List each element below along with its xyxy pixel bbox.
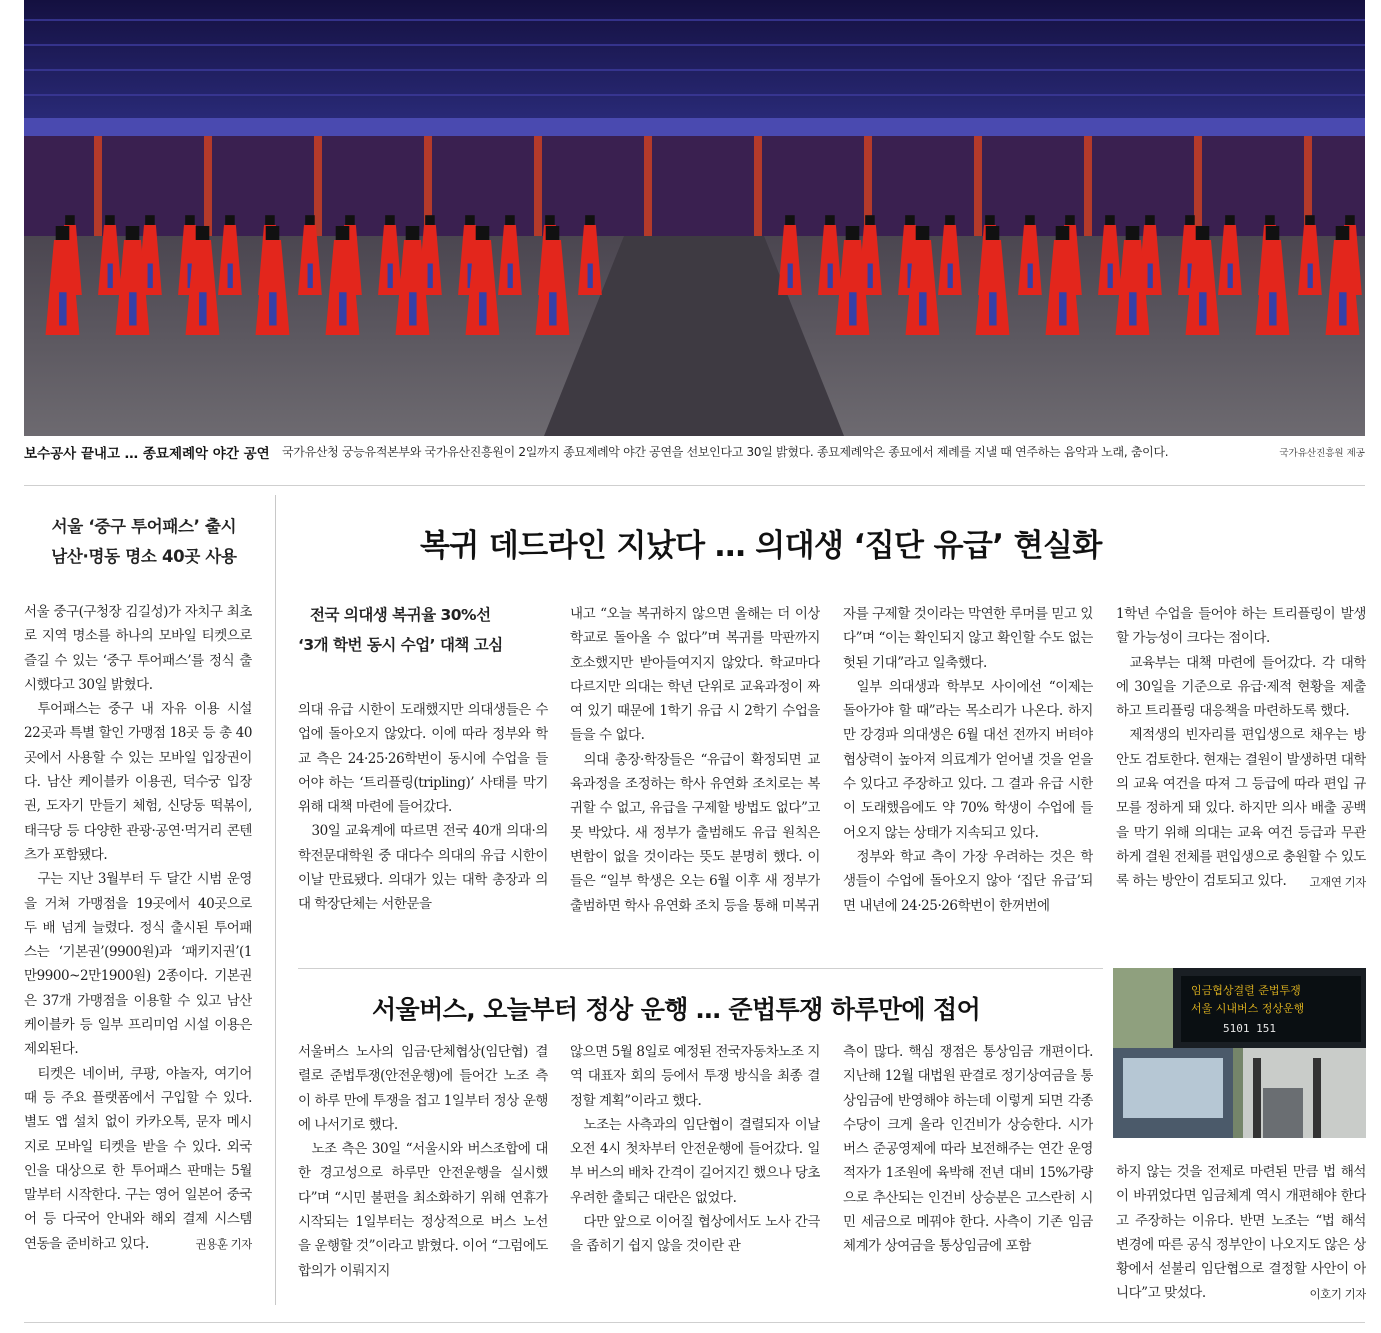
subhead-line1: 전국 의대생 복귀율 30%선 [310, 606, 491, 624]
dancer-panel [428, 264, 433, 289]
main-paragraph: 의대 유급 시한이 도래했지만 의대생들은 수업에 돌아오지 않았다. 이에 따라 정부와 학교 측은 24·25·26학번이 동시에 수업을 들어야 하는 ‘트리플링(tripling)’ 사태를 막기 위해 대책 마련에 들어갔다. [298, 702, 548, 816]
bus-paragraph: 서울버스 노사의 임금·단체협상(임단협) 결렬로 준법투쟁(안전운행)에 들어간 노조 측이 하루 만에 투쟁을 접고 1일부터 정상 운행에 나서기로 했다. [298, 1044, 548, 1133]
dancer-hat [865, 215, 875, 225]
dancer-panel [1339, 292, 1346, 325]
side-byline: 권용훈 기자 [195, 1237, 252, 1252]
dancer-hat [225, 215, 235, 225]
bus-paragraph: 않으면 5월 8일로 예정된 전국자동차노조 지역 대표자 회의 등에서 투쟁 방식을 최종 결정할 계획”이라고 했다. [570, 1044, 820, 1109]
bus-photo [1113, 968, 1366, 1138]
dancer-panel [228, 264, 233, 289]
dancer-hat [546, 226, 560, 240]
side-paragraph: 티켓은 네이버, 쿠팡, 야놀자, 여기어때 등 주요 플랫폼에서 구입할 수 있다. 별도 앱 설치 없이 카카오톡, 문자 메시지로 모바일 티켓을 받을 수 있다. 외국인을 대상으로 한 투어패스 판매는 5월 말부터 시작한다. 구는 영어 일본어 중국어 등 다국어 안내와 해외 결제 시스템 연동을 준비하고 있다. [24, 1065, 252, 1252]
dancer-panel [828, 264, 833, 289]
dancer-panel [409, 292, 416, 325]
dancer-hat [505, 215, 515, 225]
main-paragraph: 30일 교육계에 따르면 전국 40개 의대·의학전문대학원 중 대다수 의대의 유급 시한이 이날 만료됐다. 의대가 있는 대학 총장과 의대 학장단체는 서한문을 [298, 823, 548, 913]
performance-illustration [24, 0, 1365, 436]
dancer-hat [825, 215, 835, 225]
dancer-hat [406, 226, 420, 240]
dancer-hat [916, 226, 930, 240]
page-bottom-rule [24, 1322, 1365, 1323]
main-col-1 [298, 698, 548, 942]
dancer-hat [1105, 215, 1115, 225]
dancer-hat [465, 215, 475, 225]
dancer-panel [948, 264, 953, 289]
dancer-hat [1265, 215, 1275, 225]
dancer-panel [1129, 292, 1136, 325]
side-article-body [24, 600, 252, 1305]
dancer-hat [1266, 226, 1280, 240]
dancer-panel [1228, 264, 1233, 289]
caption-text: 국가유산청 궁능유적본부와 국가유산진흥원이 2일까지 종묘제례악 야간 공연을 선보인다고 30일 밝혔다. 종묘제례악은 종묘에서 제례를 지낼 때 연주하는 음악과 노래, 춤이다. [282, 445, 1169, 459]
sign-line: 임금협상결렬 준법투쟁 [1191, 984, 1301, 997]
main-paragraph: 정부와 학교 측이 가장 우려하는 것은 학생들이 수업에 돌아오지 않아 ‘집단 유급’되면 내년에 24·25·26학번이 한꺼번에 [843, 848, 1093, 914]
dancer-hat [56, 226, 70, 240]
bus-col-2 [570, 1040, 820, 1305]
side-headline-line1: 서울 ‘중구 투어패스’ 출시 [51, 517, 237, 536]
dancer-panel [339, 292, 346, 325]
dancer-panel [1148, 264, 1153, 289]
dancer-panel [108, 264, 113, 289]
main-paragraph: 자를 구제할 것이라는 막연한 루머를 믿고 있다”며 “이는 확인되지 않고 확인할 수도 없는 헛된 기대”라고 일축했다. [843, 606, 1093, 671]
bus-headline: 서울버스, 오늘부터 정상 운행 … 준법투쟁 하루만에 접어 [372, 995, 981, 1024]
photo-credit: 국가유산진흥원 제공 [1279, 448, 1365, 459]
route-numbers: 5101 151 [1223, 1022, 1276, 1035]
dancer-panel [1028, 264, 1033, 289]
dancer-panel [868, 264, 873, 289]
dancer-panel [1108, 264, 1113, 289]
dancer-panel [199, 292, 206, 325]
main-paragraph: 의대 총장·학장들은 “유급이 확정되면 교육과정을 조정하는 학사 유연화 조치로는 복귀할 수 없고, 유급을 구제할 방법도 없다”고 못 박았다. 새 정부가 출범해도 유급 원칙은 변함이 없을 것이라는 뜻도 분명히 했다. 이들은 “일부 학생은 오는 6월 이후 새 정부가 출범하면 학사 유연화 조치 등을 통해 미복귀 [570, 751, 820, 914]
dancer-panel [269, 292, 276, 325]
main-byline: 고재연 기자 [1309, 874, 1366, 889]
main-paragraph: 제적생의 빈자리를 편입생으로 채우는 방안도 검토한다. 현재는 결원이 발생하면 대학의 교육 여건을 따져 그 등급에 따라 편입 규모를 정하게 돼 있다. 하지만 의사 배출 공백을 막기 위해 의대는 교육 여건 등급과 무관하게 결원 전체를 편입생으로 충원할 수 있도록 하는 방안이 검토되고 있다. [1116, 727, 1366, 890]
dancer-panel [59, 292, 66, 325]
dancer-panel [849, 292, 856, 325]
bus-paragraph: 노조 측은 30일 “서울시와 버스조합에 대한 경고성으로 하루만 안전운행을 실시했다”며 “시민 불편을 최소화하기 위해 연휴가 시작되는 1일부터는 정상적으로 버스 노선을 운행할 것”이라고 밝혔다. 이어 “그럼에도 합의가 이뤄지지 [298, 1141, 548, 1279]
dancer-hat [905, 215, 915, 225]
dancer-hat [985, 215, 995, 225]
dancer-hat [1345, 215, 1355, 225]
bus-paragraph: 노조는 사측과의 임단협이 결렬되자 이날 오전 4시 첫차부터 안전운행에 들어갔다. 일부 버스의 배차 간격이 길어지긴 했으나 당초 우려한 출퇴근 대란은 없었다. [570, 1116, 820, 1206]
dancer-panel [919, 292, 926, 325]
bus-col-4 [1116, 1160, 1366, 1305]
subhead-line2: ‘3개 학번 동시 수업’ 대책 고심 [298, 636, 503, 654]
dancer-panel [1199, 292, 1206, 325]
side-paragraph: 투어패스는 중구 내 자유 이용 시설 22곳과 특별 할인 가맹점 18곳 등 총 40곳에서 사용할 수 있는 모바일 입장권이다. 남산 케이블카 이용권, 덕수궁 입장권, 도자기 만들기 체험, 신당동 떡볶이, 태극당 등 다양한 관광·공연·먹거리 콘텐츠가 포함됐다. [24, 701, 252, 863]
performance-photo [24, 0, 1365, 436]
bus-col-3 [843, 1040, 1093, 1305]
side-paragraph: 서울 중구(구청장 김길성)가 자치구 최초로 지역 명소를 하나의 모바일 티켓으로 즐길 수 있는 ‘중구 투어패스’를 정식 출시했다고 30일 밝혔다. [24, 604, 252, 693]
photo-caption [24, 442, 1365, 462]
dancer-hat [986, 226, 1000, 240]
dancer-hat [1196, 226, 1210, 240]
dancer-hat [1336, 226, 1350, 240]
main-paragraph: 1학년 수업을 들어야 하는 트리플링이 발생할 가능성이 크다는 점이다. [1116, 606, 1366, 647]
bus-illustration [1113, 968, 1366, 1138]
bus-col-1 [298, 1040, 548, 1305]
dancer-panel [508, 264, 513, 289]
dancer-hat [585, 215, 595, 225]
column-divider [275, 495, 276, 1305]
bus-paragraph: 다만 앞으로 이어질 협상에서도 노사 간극을 좁히기 쉽지 않을 것이란 관 [570, 1214, 820, 1255]
dancer-panel [989, 292, 996, 325]
dancer-hat [1126, 226, 1140, 240]
bus-byline: 이호기 기자 [1309, 1286, 1366, 1301]
section-divider [24, 485, 1365, 486]
article-divider [298, 968, 1103, 969]
dancer-hat [1145, 215, 1155, 225]
dancer-hat [265, 215, 275, 225]
main-col-2 [570, 602, 820, 942]
bus-paragraph: 하지 않는 것을 전제로 마련된 만큼 법 해석이 바뀌었다면 임금체계 역시 개편해야 한다고 주장하는 이유다. 반면 노조는 “법 해석 변경에 따른 공식 정부안이 나오지도 않은 상황에서 섣불리 임단협으로 결정할 사안이 아니다”고 맞섰다. [1116, 1164, 1366, 1302]
dancer-hat [1065, 215, 1075, 225]
dancer-hat [336, 226, 350, 240]
dancer-panel [549, 292, 556, 325]
dancer-hat [126, 226, 140, 240]
dancer-hat [105, 215, 115, 225]
dancer-panel [1308, 264, 1313, 289]
main-col-3 [843, 602, 1093, 942]
dancer-panel [788, 264, 793, 289]
sign-line: 서울 시내버스 정상운행 [1191, 1002, 1305, 1015]
main-col-4 [1116, 602, 1366, 942]
main-paragraph: 일부 의대생과 학부모 사이에선 “이제는 돌아가야 할 때”라는 목소리가 나온다. 하지만 강경파 의대생은 6월 대선 전까지 버텨야 협상력이 높아져 의료계가 얻어낼 것을 얻을 수 있다고 주장하고 있다. 그 결과 유급 시한이 도래했음에도 약 70% 학생이 수업에 들어오지 않는 상태가 지속되고 있다. [843, 678, 1093, 841]
dancer-hat [145, 215, 155, 225]
main-headline: 복귀 데드라인 지났다 … 의대생 ‘집단 유급’ 현실화 [420, 528, 1102, 564]
side-headline [24, 512, 264, 572]
dancer-hat [196, 226, 210, 240]
dancer-hat [1225, 215, 1235, 225]
dancer-hat [545, 215, 555, 225]
dancer-panel [1269, 292, 1276, 325]
dancer-hat [65, 215, 75, 225]
dancer-hat [1025, 215, 1035, 225]
dancer-hat [785, 215, 795, 225]
dancer-hat [1305, 215, 1315, 225]
side-paragraph: 구는 지난 3월부터 두 달간 시범 운영을 거쳐 가맹점을 19곳에서 40곳으로 두 배 넘게 늘렸다. 정식 출시된 투어패스는 ‘기본권’(9900원)과 ‘패키지권’(1만9900~2만1900원) 2종이다. 기본권은 37개 가맹점을 이용할 수 있고 남산 케이블카 등 일부 프리미엄 시설 이용은 제외된다. [24, 871, 252, 1058]
main-subhead [298, 600, 548, 660]
dancer-hat [185, 215, 195, 225]
dancer-hat [345, 215, 355, 225]
dancer-panel [388, 264, 393, 289]
caption-title: 보수공사 끝내고 … 종묘제례악 야간 공연 [24, 446, 270, 462]
dancer-panel [129, 292, 136, 325]
dancer-panel [479, 292, 486, 325]
dancer-hat [1056, 226, 1070, 240]
main-paragraph: 교육부는 대책 마련에 들어갔다. 각 대학에 30일을 기준으로 유급·제적 현황을 제출하고 트리플링 대응책을 마련하도록 했다. [1116, 654, 1366, 720]
dancer-panel [1059, 292, 1066, 325]
dancer-hat [305, 215, 315, 225]
bus-paragraph: 측이 많다. 핵심 쟁점은 통상임금 개편이다. 지난해 12월 대법원 판결로 정기상여금을 통상임금에 반영해야 하는데 이렇게 되면 각종 수당이 크게 올라 인건비가 상승한다. 시가 버스 준공영제에 따라 보전해주는 연간 운영 적자가 1조원에 육박해 전년 대비 15%가량으로 추산되는 인건비 상승분은 고스란히 시민 세금으로 메꿔야 한다. 사측이 기존 임금체계가 상여금을 통상임금에 포함 [843, 1044, 1093, 1255]
dancer-hat [846, 226, 860, 240]
side-headline-line2: 남산·명동 명소 40곳 사용 [51, 547, 237, 566]
dancer-hat [425, 215, 435, 225]
dancer-panel [308, 264, 313, 289]
dancer-hat [1185, 215, 1195, 225]
dancer-hat [266, 226, 280, 240]
dancer-hat [385, 215, 395, 225]
dancer-hat [476, 226, 490, 240]
dancer-panel [148, 264, 153, 289]
dancer-panel [588, 264, 593, 289]
main-paragraph: 내고 “오늘 복귀하지 않으면 올해는 더 이상 학교로 돌아올 수 없다”며 복귀를 막판까지 호소했지만 받아들여지지 않았다. 학교마다 다르지만 의대는 학년 단위로 교육과정이 짜여 있기 때문에 1학기 유급 시 2학기 수업을 들을 수 없다. [570, 606, 820, 744]
dancer-hat [945, 215, 955, 225]
